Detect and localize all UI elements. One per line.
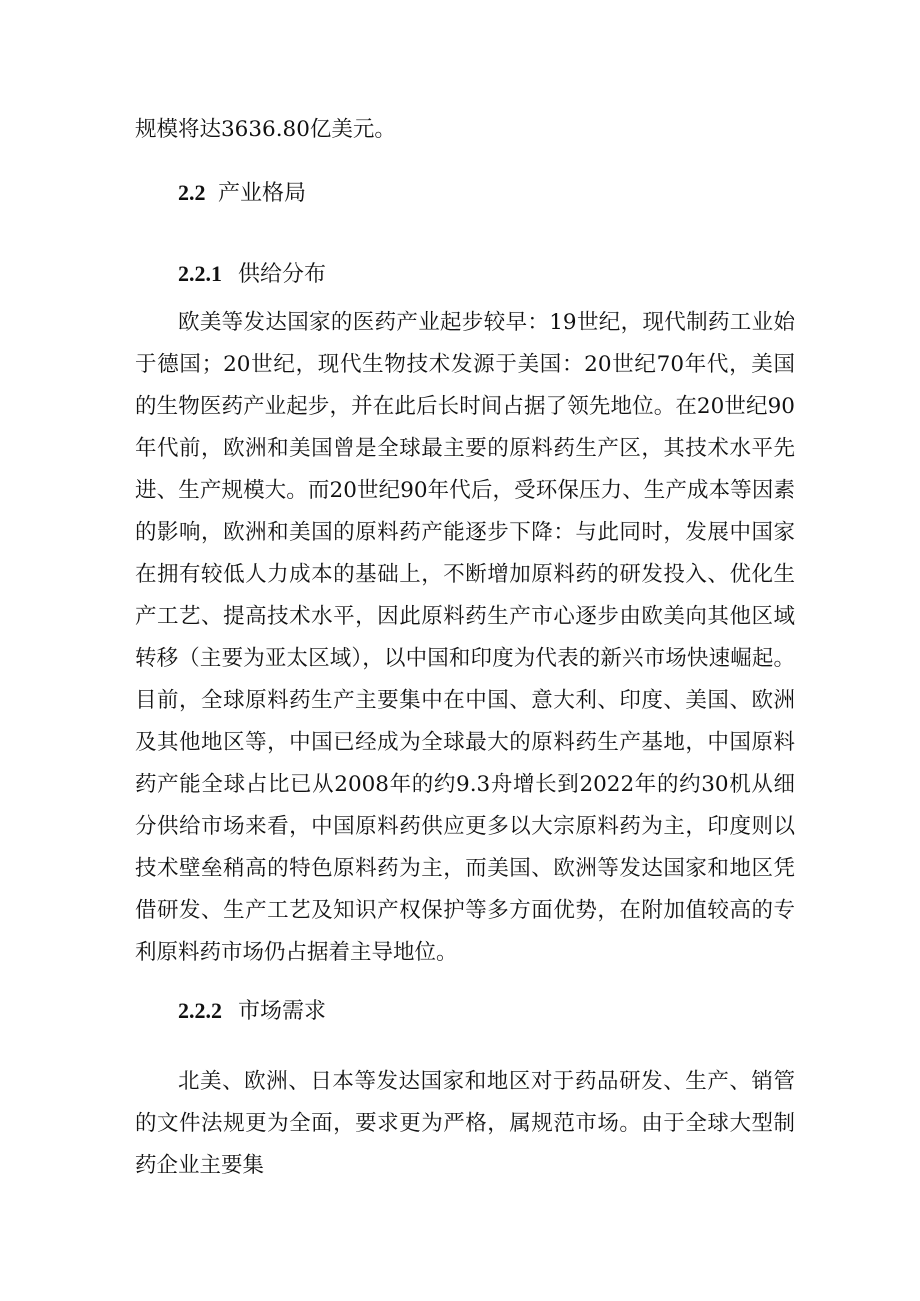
section-title: 供给分布 — [238, 261, 327, 286]
intro-line: 规模将达3636.80亿美元。 — [135, 117, 396, 142]
section-number: 2.2.2 — [178, 998, 222, 1023]
section-heading-2-2-1 — [178, 258, 326, 290]
section-heading-2-2-2 — [178, 995, 326, 1027]
section-title: 产业格局 — [218, 180, 307, 205]
section-heading-2-2 — [178, 177, 306, 209]
section-number: 2.2 — [178, 180, 206, 205]
paragraph-supply-distribution: 欧美等发达国家的医药产业起步较早：19世纪，现代制药工业始于德国；20世纪，现代生物技术发源于美国：20世纪70年代，美国的生物医药产业起步，并在此后长时间占据了领先地位。在20世纪90年代前，欧洲和美国曾是全球最主要的原料药生产区，其技术水平先进、生产规模大。而20世纪90年代后，受环保压力、生产成本等因素的影响，欧洲和美国的原料药产能逐步下降：与此同时，发展中国家在拥有较低人力成本的基础上，不断增加原料药的研发投入、优化生产工艺、提高技术水平，因此原料药生产市心逐步由欧美向其他区域转移（主要为亚太区域），以中国和印度为代表的新兴市场快速崛起。目前，全球原料药生产主要集中在中国、意大利、印度、美国、欧洲及其他地区等，中国已经成为全球最大的原料药生产基地，中国原料药产能全球占比已从2008年的约9.3舟增长到2022年的约30机从细分供给市场来看，中国原料药供应更多以大宗原料药为主，印度则以技术壁垒稍高的特色原料药为主，而美国、欧洲等发达国家和地区凭借研发、生产工艺及知识产权保护等多方面优势，在附加值较高的专利原料药市场仍占据着主导地位。 — [135, 310, 795, 965]
paragraph-market-demand: 北美、欧洲、日本等发达国家和地区对于药品研发、生产、销管的文件法规更为全面，要求更为严格，属规范市场。由于全球大型制药企业主要集 — [135, 1069, 795, 1178]
section-title: 市场需求 — [238, 998, 327, 1023]
section-number: 2.2.1 — [178, 261, 222, 286]
